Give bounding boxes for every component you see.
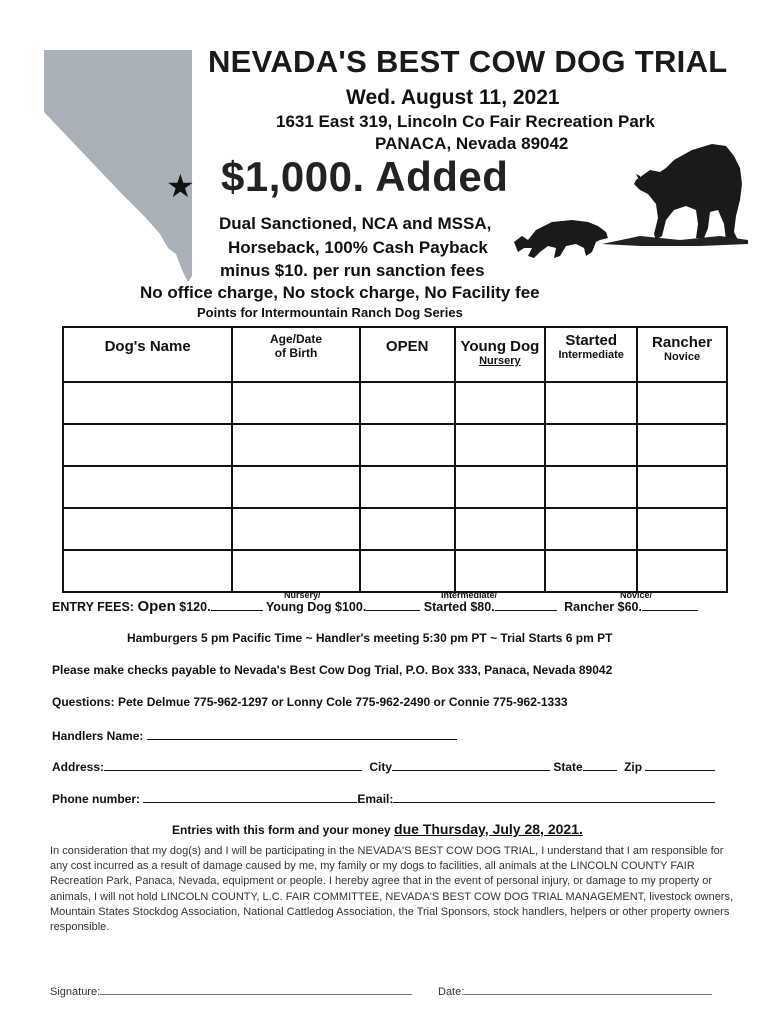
col-started: Started Intermediate bbox=[545, 327, 637, 382]
event-address-line2: PANACA, Nevada 89042 bbox=[375, 134, 569, 153]
open-cell[interactable] bbox=[360, 382, 455, 424]
started-cell[interactable] bbox=[545, 466, 637, 508]
small-dog-silhouette bbox=[512, 212, 610, 262]
address-row bbox=[52, 758, 715, 774]
entry-fees bbox=[52, 598, 698, 615]
open-cell[interactable] bbox=[360, 508, 455, 550]
star-icon: ★ bbox=[166, 168, 195, 204]
started-fee-field[interactable] bbox=[495, 598, 557, 611]
event-address-line1: 1631 East 319, Lincoln Co Fair Recreation Park bbox=[276, 112, 655, 131]
dogs-name-cell[interactable] bbox=[63, 424, 232, 466]
questions-contacts: Questions: Pete Delmue 775-962-1297 or Lonny Cole 775-962-2490 or Connie 775-962-1333 bbox=[52, 695, 568, 709]
started-cell[interactable] bbox=[545, 424, 637, 466]
dogs-name-cell[interactable] bbox=[63, 508, 232, 550]
rancher-cell[interactable] bbox=[637, 382, 727, 424]
col-open: OPEN bbox=[360, 327, 455, 382]
due-notice bbox=[172, 821, 583, 837]
young-dog-cell[interactable] bbox=[455, 508, 546, 550]
started-fee: Started $80. bbox=[423, 600, 495, 614]
entry-table bbox=[62, 326, 728, 593]
rancher-cell[interactable] bbox=[637, 424, 727, 466]
age-cell[interactable] bbox=[232, 550, 360, 592]
phone-field[interactable] bbox=[143, 790, 357, 803]
open-fee-field[interactable] bbox=[211, 598, 263, 611]
city-label: City bbox=[369, 760, 393, 774]
points-series: Points for Intermountain Ranch Dog Series bbox=[197, 305, 463, 320]
phone-row bbox=[52, 790, 715, 806]
address-field[interactable] bbox=[104, 758, 362, 771]
intermediate-label: Intermediate/ bbox=[441, 590, 498, 600]
dogs-name-cell[interactable] bbox=[63, 382, 232, 424]
zip-field[interactable] bbox=[645, 758, 715, 771]
sanction-line-3: minus $10. per run sanction fees bbox=[220, 261, 485, 280]
col-age: Age/Date of Birth bbox=[232, 327, 360, 382]
started-cell[interactable] bbox=[545, 550, 637, 592]
col-young-dog: Young Dog Nursery bbox=[455, 327, 546, 382]
age-cell[interactable] bbox=[232, 466, 360, 508]
age-cell[interactable] bbox=[232, 424, 360, 466]
page-title: NEVADA'S BEST COW DOG TRIAL bbox=[208, 44, 728, 79]
young-dog-fee: Young Dog $100. bbox=[265, 600, 367, 614]
young-dog-cell[interactable] bbox=[455, 382, 546, 424]
young-dog-cell[interactable] bbox=[455, 424, 546, 466]
address-label: Address: bbox=[52, 760, 105, 774]
dogs-name-cell[interactable] bbox=[63, 550, 232, 592]
dogs-name-cell[interactable] bbox=[63, 466, 232, 508]
due-date: due Thursday, July 28, 2021. bbox=[394, 821, 583, 837]
table-header-row bbox=[63, 327, 727, 382]
due-prefix: Entries with this form and your money bbox=[172, 823, 391, 837]
checks-payable: Please make checks payable to Nevada's Best Cow Dog Trial, P.O. Box 333, Panaca, Nevada 89042 bbox=[52, 663, 613, 677]
zip-label: Zip bbox=[624, 760, 643, 774]
open-price: $120. bbox=[179, 600, 211, 614]
signature-row bbox=[50, 983, 412, 998]
young-dog-fee-field[interactable] bbox=[366, 598, 420, 611]
date-label: Date: bbox=[438, 986, 465, 998]
young-dog-cell[interactable] bbox=[455, 466, 546, 508]
sanction-line-2: Horseback, 100% Cash Payback bbox=[228, 238, 488, 257]
large-dog-silhouette bbox=[600, 140, 750, 250]
entry-fees-label: ENTRY FEES: bbox=[52, 600, 134, 614]
date-field[interactable] bbox=[464, 983, 712, 995]
col-rancher: Rancher Novice bbox=[637, 327, 727, 382]
table-row bbox=[63, 382, 727, 424]
open-cell[interactable] bbox=[360, 466, 455, 508]
signature-label: Signature: bbox=[50, 986, 101, 998]
state-label: State bbox=[553, 760, 583, 774]
rancher-fee-field[interactable] bbox=[642, 598, 698, 611]
schedule: Hamburgers 5 pm Pacific Time ~ Handler's meeting 5:30 pm PT ~ Trial Starts 6 pm PT bbox=[127, 631, 613, 645]
age-cell[interactable] bbox=[232, 382, 360, 424]
signature-field[interactable] bbox=[100, 983, 412, 995]
rancher-cell[interactable] bbox=[637, 550, 727, 592]
table-row bbox=[63, 466, 727, 508]
started-cell[interactable] bbox=[545, 382, 637, 424]
rancher-fee: Rancher $60. bbox=[564, 600, 642, 614]
liability-waiver: In consideration that my dog(s) and I will be participating in the NEVADA'S BEST COW DOG TRIAL, I understand that I am responsible for any cost incurred as a result of damage caused by me, my family or my dogs to facilities, all animals at the LINCOLN COUNTY FAIR Recreation Park, Panaca, Nevada, equipment or people. I hereby agree that in the event of personal injury, or damage to my property or animals, I will not hold LINCOLN COUNTY, L.C. FAIR COMMITTEE, NEVADA'S BEST COW DOG TRIAL MANAGEMENT, livestock owners, Mountain States Stockdog Association, National Cattledog Association, the Trial Sponsors, stock handlers, helpers or other property owners responsible. bbox=[50, 845, 734, 934]
nevada-map bbox=[42, 48, 194, 284]
started-cell[interactable] bbox=[545, 508, 637, 550]
no-charge-notice: No office charge, No stock charge, No Facility fee bbox=[140, 283, 540, 302]
date-row bbox=[438, 983, 712, 998]
col-dogs-name: Dog's Name bbox=[63, 327, 232, 382]
novice-label: Novice/ bbox=[620, 590, 653, 600]
email-label: Email: bbox=[357, 792, 394, 806]
open-label: Open bbox=[137, 598, 176, 615]
prize-amount: $1,000. Added bbox=[221, 153, 509, 200]
handler-name-label: Handlers Name: bbox=[52, 729, 144, 743]
handler-name-field[interactable] bbox=[147, 727, 457, 740]
table-row bbox=[63, 508, 727, 550]
rancher-cell[interactable] bbox=[637, 466, 727, 508]
open-cell[interactable] bbox=[360, 550, 455, 592]
open-cell[interactable] bbox=[360, 424, 455, 466]
table-row bbox=[63, 550, 727, 592]
sanction-line-1: Dual Sanctioned, NCA and MSSA, bbox=[219, 214, 492, 233]
age-cell[interactable] bbox=[232, 508, 360, 550]
email-field[interactable] bbox=[393, 790, 715, 803]
city-field[interactable] bbox=[392, 758, 550, 771]
nursery-label: Nursery/ bbox=[284, 590, 321, 600]
rancher-cell[interactable] bbox=[637, 508, 727, 550]
table-row bbox=[63, 424, 727, 466]
young-dog-cell[interactable] bbox=[455, 550, 546, 592]
handler-row bbox=[52, 727, 457, 743]
state-field[interactable] bbox=[583, 758, 617, 771]
event-date: Wed. August 11, 2021 bbox=[346, 86, 560, 109]
phone-label: Phone number: bbox=[52, 792, 141, 806]
